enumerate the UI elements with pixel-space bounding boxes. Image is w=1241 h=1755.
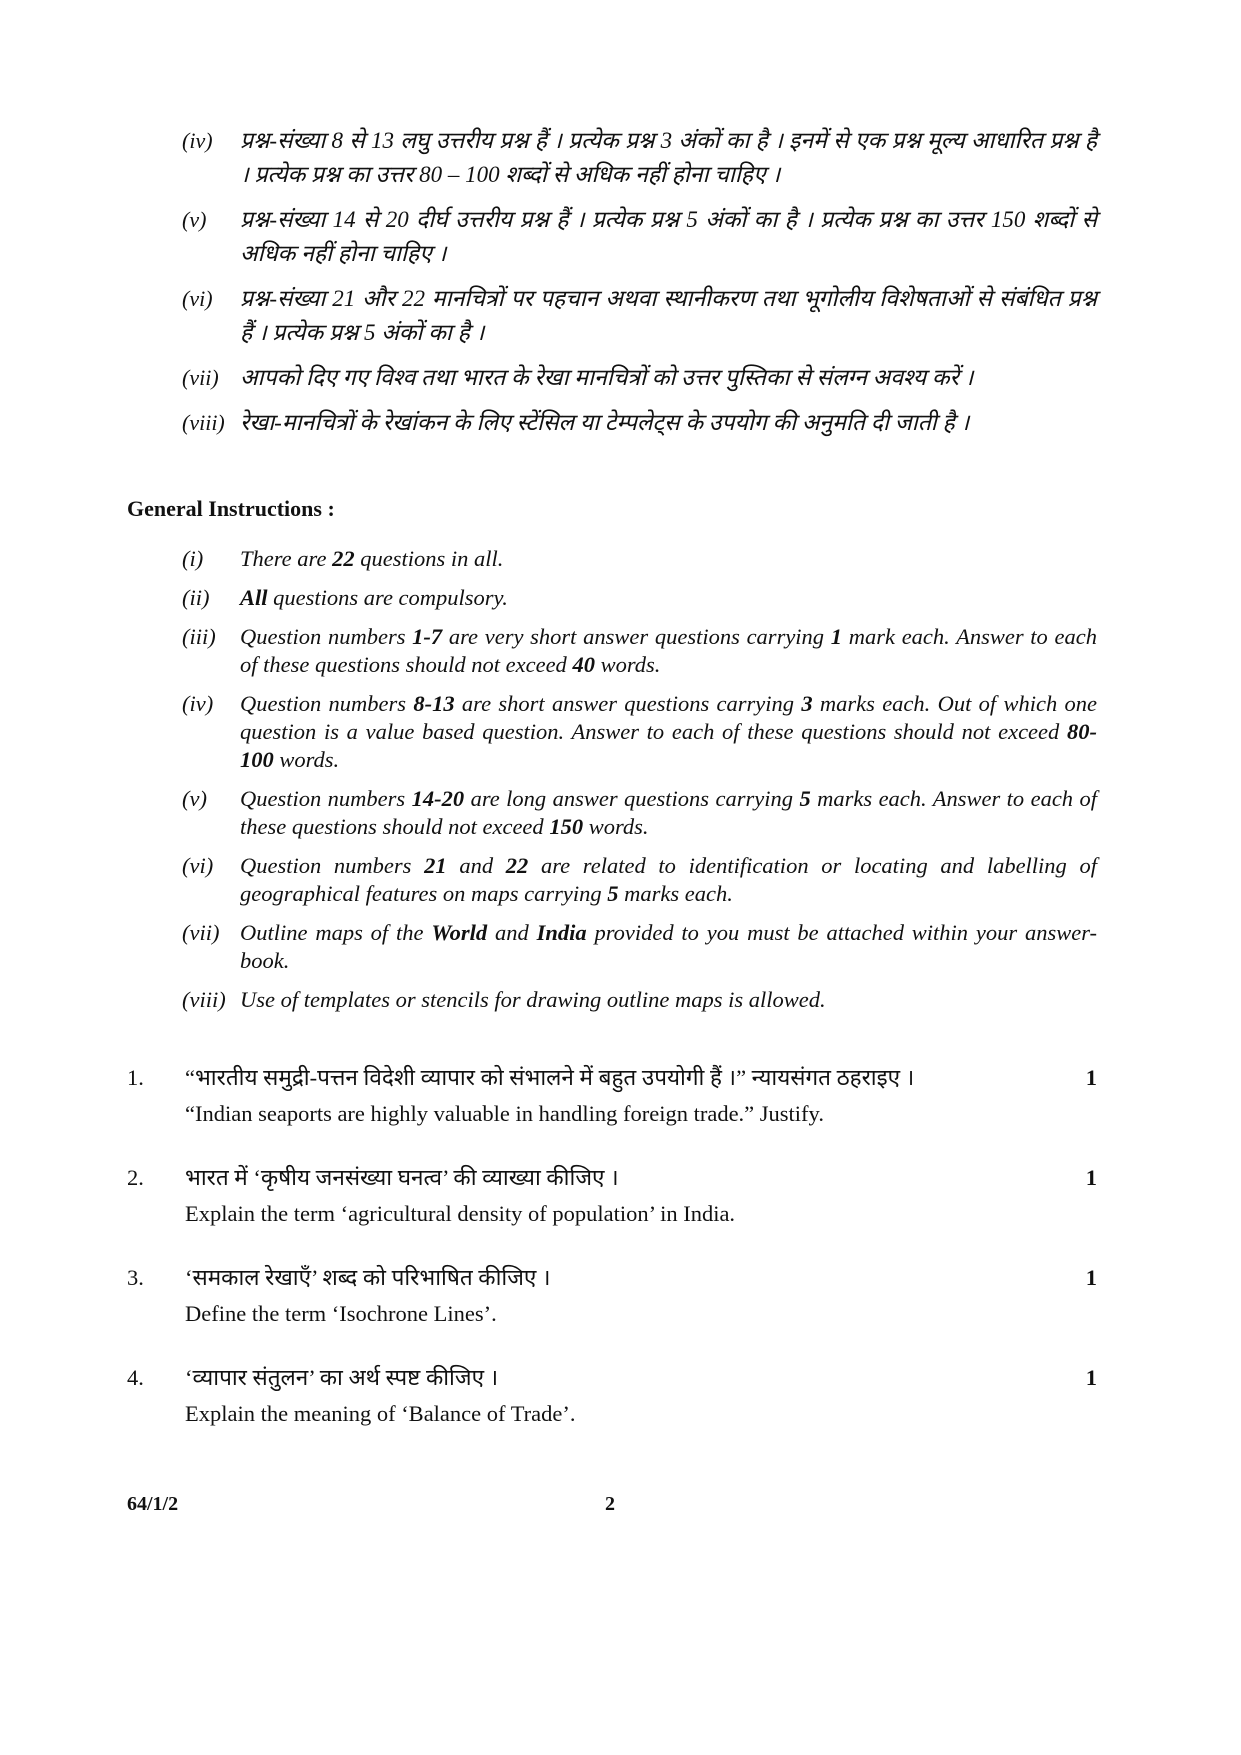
question-marks: 1	[1085, 1065, 1097, 1090]
english-instruction-iv	[182, 690, 1097, 774]
english-instruction-v	[182, 785, 1097, 841]
instruction-text: There are 22 questions in all.	[240, 546, 504, 571]
question-2	[127, 1160, 1097, 1232]
instruction-number: (vii)	[182, 365, 219, 390]
instruction-number: (iv)	[182, 691, 214, 716]
question-1	[127, 1060, 1097, 1132]
instruction-text: Use of templates or stencils for drawing outline maps is allowed.	[240, 987, 826, 1012]
general-instructions-heading: General Instructions :	[127, 496, 335, 521]
instruction-number: (i)	[182, 546, 204, 571]
question-english: Explain the term ‘agricultural density of population’ in India.	[185, 1201, 736, 1226]
hindi-instruction-vi	[182, 282, 1097, 350]
question-number: 4.	[127, 1365, 144, 1390]
instruction-number: (viii)	[182, 987, 226, 1012]
instruction-text: All questions are compulsory.	[240, 585, 508, 610]
question-marks: 1	[1085, 1365, 1097, 1390]
page-number: 2	[605, 1493, 615, 1515]
instruction-number: (vi)	[182, 853, 214, 878]
question-marks: 1	[1085, 1265, 1097, 1290]
instruction-number: (ii)	[182, 585, 210, 610]
hindi-instruction-vii	[182, 361, 1097, 395]
instruction-text: रेखा-मानचित्रों के रेखांकन के लिए स्टेंसिल या टेम्पलेट्स के उपयोग की अनुमति दी जाती है ।	[240, 410, 970, 435]
instruction-text: Question numbers 14-20 are long answer questions carrying 5 marks each. Answer to each of these questions should not exceed 150 words.	[240, 786, 1097, 839]
english-instruction-viii	[182, 986, 1097, 1014]
instruction-number: (iv)	[182, 128, 213, 153]
question-number: 1.	[127, 1065, 144, 1090]
instruction-number: (viii)	[182, 410, 225, 435]
question-number: 3.	[127, 1265, 144, 1290]
instruction-text: प्रश्न-संख्या 8 से 13 लघु उत्तरीय प्रश्न हैं । प्रत्येक प्रश्न 3 अंकों का है । इनमें से एक प्रश्न मूल्य आधारित प्रश्न है । प्रत्येक प्रश्न का उत्तर 80 – 100 शब्दों से अधिक नहीं होना चाहिए ।	[240, 128, 1097, 187]
english-instruction-iii	[182, 623, 1097, 679]
question-english: Define the term ‘Isochrone Lines’.	[185, 1301, 497, 1326]
english-instruction-i	[182, 545, 1097, 573]
question-hindi: भारत में ‘कृषीय जनसंख्या घनत्व’ की व्याख्या कीजिए ।	[185, 1165, 619, 1190]
instruction-number: (vi)	[182, 286, 213, 311]
instruction-text: प्रश्न-संख्या 14 से 20 दीर्घ उत्तरीय प्रश्न हैं । प्रत्येक प्रश्न 5 अंकों का है । प्रत्येक प्रश्न का उत्तर 150 शब्दों से अधिक नहीं होना चाहिए ।	[240, 207, 1097, 266]
question-marks: 1	[1085, 1165, 1097, 1190]
english-instructions	[182, 545, 1097, 1025]
instruction-number: (vii)	[182, 920, 220, 945]
instruction-text: Question numbers 21 and 22 are related to identification or locating and labelling of geographical features on maps carrying 5 marks each.	[240, 853, 1098, 906]
question-3	[127, 1260, 1097, 1332]
hindi-instructions	[182, 124, 1097, 451]
hindi-instruction-viii	[182, 406, 1097, 440]
question-4	[127, 1360, 1097, 1432]
paper-code: 64/1/2	[127, 1493, 179, 1515]
instruction-text: Question numbers 1-7 are very short answer questions carrying 1 mark each. Answer to each of these questions should not exceed 40 words.	[240, 624, 1097, 677]
instruction-number: (v)	[182, 786, 207, 811]
instruction-text: Outline maps of the World and India provided to you must be attached within your answer-book.	[240, 920, 1098, 973]
instruction-text: आपको दिए गए विश्व तथा भारत के रेखा मानचित्रों को उत्तर पुस्तिका से संलग्न अवश्य करें ।	[240, 365, 974, 390]
question-english: Explain the meaning of ‘Balance of Trade’.	[185, 1401, 576, 1426]
instruction-text: प्रश्न-संख्या 21 और 22 मानचित्रों पर पहचान अथवा स्थानीकरण तथा भूगोलीय विशेषताओं से संबंधित प्रश्न हैं । प्रत्येक प्रश्न 5 अंकों का है ।	[240, 286, 1097, 345]
hindi-instruction-iv	[182, 124, 1097, 192]
instruction-number: (iii)	[182, 624, 216, 649]
question-list	[127, 1060, 1097, 1460]
question-hindi: ‘समकाल रेखाएँ’ शब्द को परिभाषित कीजिए ।	[185, 1265, 551, 1290]
question-english: “Indian seaports are highly valuable in handling foreign trade.” Justify.	[185, 1101, 824, 1126]
instruction-text: Question numbers 8-13 are short answer questions carrying 3 marks each. Out of which one question is a value based question. Answer to each of these questions should not exceed 80-100 words.	[240, 691, 1097, 772]
question-hindi: “भारतीय समुद्री-पत्तन विदेशी व्यापार को संभालने में बहुत उपयोगी हैं ।” न्यायसंगत ठहराइए ।	[185, 1065, 915, 1090]
question-number: 2.	[127, 1165, 144, 1190]
english-instruction-vii	[182, 919, 1097, 975]
instruction-number: (v)	[182, 207, 207, 232]
question-hindi: ‘व्यापार संतुलन’ का अर्थ स्पष्ट कीजिए ।	[185, 1365, 499, 1390]
hindi-instruction-v	[182, 203, 1097, 271]
english-instruction-ii	[182, 584, 1097, 612]
english-instruction-vi	[182, 852, 1097, 908]
